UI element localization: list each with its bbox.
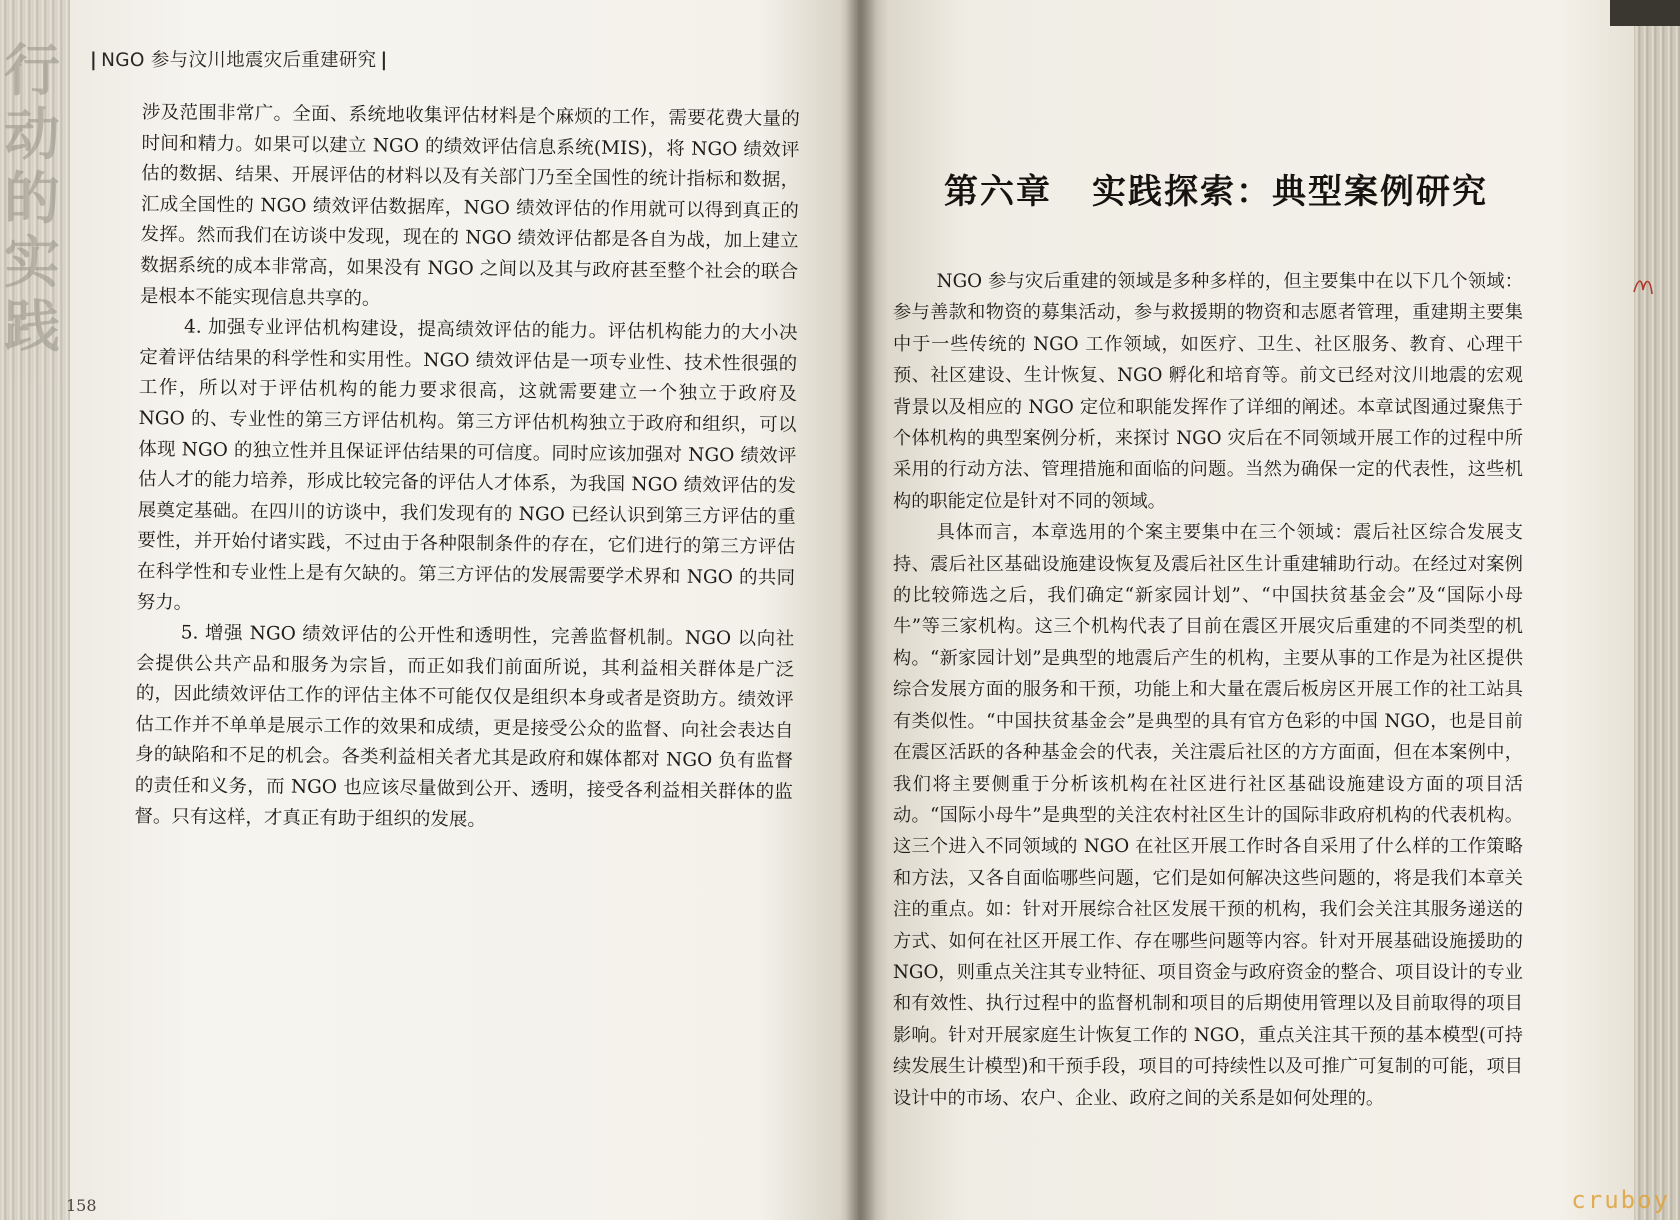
left-page-edge	[0, 0, 70, 1220]
bleed-through-text: 行 动 的 实 践	[4, 39, 60, 360]
watermark: cruboy	[1571, 1186, 1670, 1214]
paragraph: 5. 增强 NGO 绩效评估的公开性和透明性，完善监督机制。NGO 以向社会提供公共产品和服务为宗旨，而正如我们前面所说，其利益相关群体是广泛的，因此绩效评估工作的评估主体不可能仅仅是组织本身或者是资助方。绩效评估工作并不单单是展示工作的效果和成绩，更是接受公众的监督、向社会表达自身的缺陷和不足的机会。各类利益相关者尤其是政府和媒体都对 NGO 负有监督的责任和义务，而 NGO 也应该尽量做到公开、透明，接受各利益相关群体的监督。只有这样，才真正有助于组织的发展。	[134, 622, 795, 831]
chapter-number: 第六章	[944, 172, 1052, 212]
paragraph: 4. 加强专业评估机构建设，提高绩效评估的能力。评估机构能力的大小决定着评估结果的科学性和实用性。NGO 绩效评估是一项专业性、技术性很强的工作，所以对于评估机构的能力要求很高，这就需要建立一个独立于政府及 NGO 的、专业性的第三方评估机构。第三方评估机构独立于政府和组织，可以体现 NGO 的独立性并且保证评估结果的可信度。同时应该加强对 NGO 绩效评估人才的能力培养，形成比较完备的评估人才体系，为我国 NGO 绩效评估的发展奠定基础。在四川的访谈中，我们发现有的 NGO 已经认识到第三方评估的重要性，并开始付诸实践，不过由于各种限制条件的存在，它们进行的第三方评估在科学性和专业性上是有欠缺的。第三方评估的发展需要学术界和 NGO 的共同努力。	[136, 316, 798, 614]
left-page-body	[134, 98, 800, 839]
right-page-body	[893, 266, 1523, 1114]
paragraph: NGO 参与灾后重建的领域是多种多样的，但主要集中在以下几个领域：参与善款和物资的募集活动，参与救援期的物资和志愿者管理，重建期主要集中于一些传统的 NGO 工作领域，如医疗、卫生、社区服务、教育、心理干预、社区建设、生计恢复、NGO 孵化和培育等。前文已经对汶川地震的宏观背景以及相应的 NGO 定位和职能发挥作了详细的阐述。本章试图通过聚焦于个体机构的典型案例分析，来探讨 NGO 灾后在不同领域开展工作的过程中所采用的行动方法、管理措施和面临的问题。当然为确保一定的代表性，这些机构的职能定位是针对不同的领域。	[893, 271, 1523, 512]
paragraph: 涉及范围非常广。全面、系统地收集评估材料是个麻烦的工作，需要花费大量的时间和精力。如果可以建立 NGO 的绩效评估信息系统(MIS)，将 NGO 绩效评估的数据、结果、开展评估的材料以及有关部门乃至全国性的统计指标和数据，汇成全国性的 NGO 绩效评估数据库，NGO 绩效评估的作用就可以得到真正的发挥。然而我们在访谈中发现，现在的 NGO 绩效评估都是各自为战，加上建立数据系统的成本非常高，如果没有 NGO 之间以及其与政府甚至整个社会的联合是根本不能实现信息共享的。	[139, 101, 800, 310]
page-number: 158	[66, 1196, 97, 1215]
paragraph: 具体而言，本章选用的个案主要集中在三个领域：震后社区综合发展支持、震后社区基础设施建设恢复及震后社区生计重建辅助行动。在经过对案例的比较筛选之后，我们确定“新家园计划”、“中国扶贫基金会”及“国际小母牛”等三家机构。这三个机构代表了目前在震区开展灾后重建的不同类型的机构。“新家园计划”是典型的地震后产生的机构，主要从事的工作是为社区提供综合发展方面的服务和干预，功能上和大量在震后板房区开展工作的社工站具有类似性。“中国扶贫基金会”是典型的具有官方色彩的中国 NGO，也是目前在震区活跃的各种基金会的代表，关注震后社区的方方面面，但在本案例中，我们将主要侧重于分析该机构在社区进行社区基础设施建设方面的项目活动。“国际小母牛”是典型的关注农村社区生计的国际非政府机构的代表机构。这三个进入不同领域的 NGO 在社区开展工作时各自采用了什么样的工作策略和方法，又各自面临哪些问题，它们是如何解决这些问题的，将是我们本章关注的重点。如：针对开展综合社区发展干预的机构，我们会关注其服务递送的方式、如何在社区开展工作、存在哪些问题等内容。针对开展基础设施援助的 NGO，则重点关注其专业特征、项目资金与政府资金的整合、项目设计的专业和有效性、执行过程中的监督机制和项目的后期使用管理以及目前取得的项目影响。针对开展家庭生计恢复工作的 NGO，重点关注其干预的基本模型(可持续发展生计模型)和干预手段，项目的可持续性以及可推广可复制的可能，项目设计中的市场、农户、企业、政府之间的关系是如何处理的。	[893, 522, 1523, 1109]
running-head	[86, 46, 392, 72]
chapter-heading	[944, 164, 1488, 213]
running-head-bar-left: |	[90, 50, 98, 71]
right-page-edge	[1634, 0, 1680, 1220]
book-gutter	[846, 0, 876, 1220]
handwritten-mark-icon	[1630, 270, 1660, 300]
scan-corner	[1610, 0, 1680, 26]
running-head-text: NGO 参与汶川地震灾后重建研究	[101, 50, 377, 71]
chapter-title: 实践探索：典型案例研究	[1092, 172, 1488, 212]
running-head-bar-right: |	[380, 50, 388, 71]
